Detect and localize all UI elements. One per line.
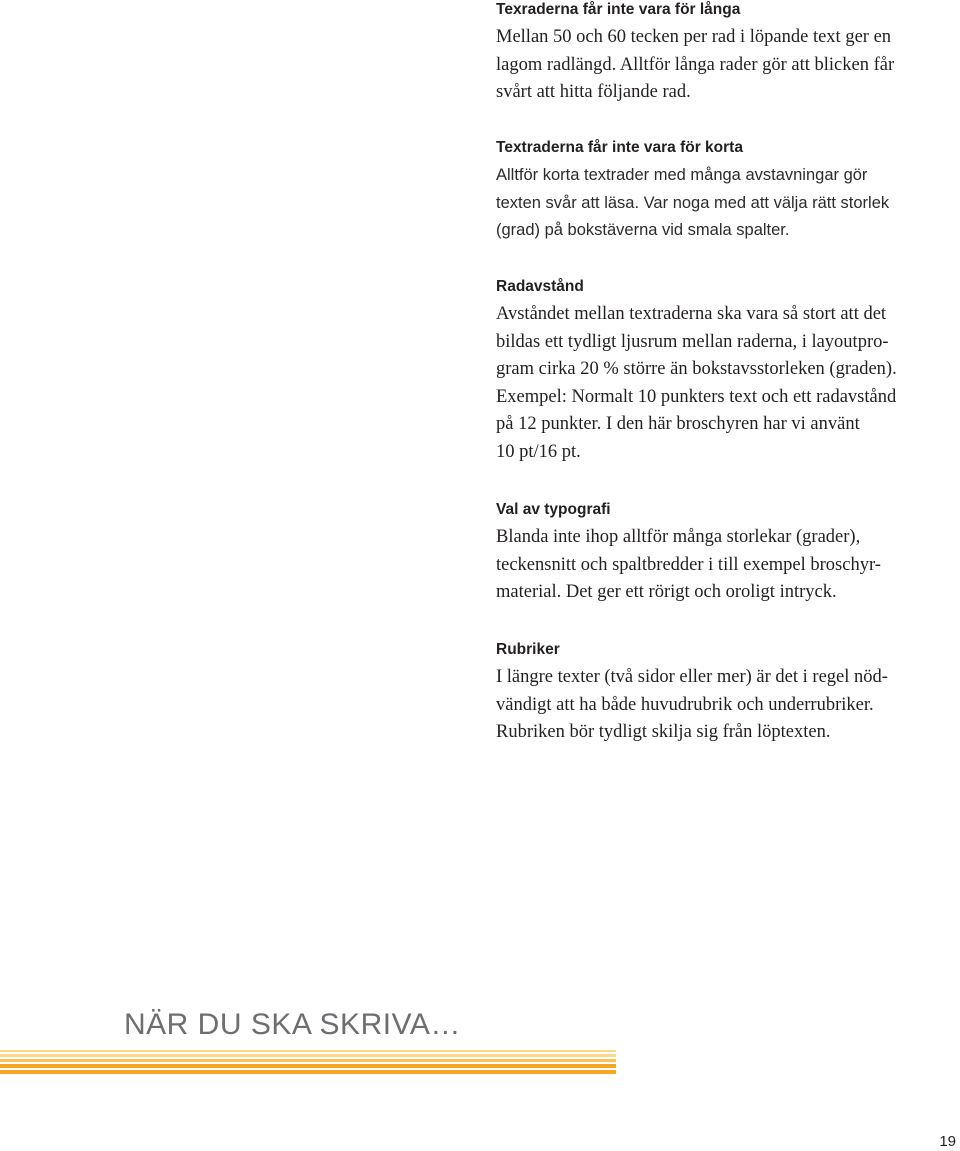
body-line: I längre texter (två sidor eller mer) är det i regel nöd- [496, 667, 888, 687]
body-line: Exempel: Normalt 10 punkters text och ett radavstånd [496, 386, 897, 407]
stripe [0, 1059, 616, 1062]
section-body [496, 162, 936, 245]
section-heading: Val av typografi [496, 501, 611, 518]
body-line: teckensnitt och spaltbredder i till exempel broschyr- [496, 554, 881, 575]
stripe [0, 1050, 616, 1052]
body-line: material. Det ger ett rörigt och oroligt intryck. [496, 582, 837, 603]
section-line-spacing [496, 277, 936, 467]
footer-decorative-stripes [0, 1050, 616, 1074]
body-line: svårt att hitta följande rad. [496, 82, 691, 103]
body-line: Mellan 50 och 60 tecken per rad i löpande text ger en [496, 27, 892, 47]
section-body [496, 24, 936, 107]
body-line: texten svår att läsa. Var noga med att välja rätt storlek [496, 193, 890, 212]
section-heading: Textraderna får inte vara för korta [496, 139, 743, 156]
body-line: vändigt att ha både huvudrubrik och underrubriker. [496, 694, 874, 715]
section-line-length-long [496, 0, 936, 107]
stripe [0, 1064, 616, 1068]
body-line: Alltför korta textrader med många avstavningar gör [496, 166, 868, 184]
body-line: lagom radlängd. Alltför långa rader gör att blicken får [496, 54, 895, 75]
section-heading: Texraderna får inte vara för långa [496, 1, 741, 18]
body-line: bildas ett tydligt ljusrum mellan raderna, i layoutpro- [496, 331, 889, 352]
section-heading: Radavstånd [496, 278, 584, 295]
footer-chapter-title: NÄR DU SKA SKRIVA… [124, 1008, 461, 1041]
body-line: Rubriken bör tydligt skilja sig från löptexten. [496, 722, 831, 743]
body-line: på 12 punkter. I den här broschyren har vi använt [496, 414, 860, 435]
section-line-length-short [496, 138, 936, 245]
section-body [496, 664, 936, 747]
body-line: Avståndet mellan textraderna ska vara så stort att det [496, 304, 887, 324]
section-body [496, 524, 936, 607]
section-typography-choice [496, 500, 936, 607]
body-line: 10 pt/16 pt. [496, 441, 581, 462]
page-number: 19 [939, 1133, 956, 1150]
body-line: Blanda inte ihop alltför många storlekar (grader), [496, 527, 861, 547]
stripe [0, 1054, 616, 1057]
stripe [0, 1070, 616, 1074]
section-heading: Rubriker [496, 641, 560, 658]
body-line: gram cirka 20 % större än bokstavsstorleken (graden). [496, 359, 897, 380]
body-line: (grad) på bokstäverna vid smala spalter. [496, 221, 790, 240]
section-headings [496, 640, 936, 747]
section-body [496, 301, 936, 467]
